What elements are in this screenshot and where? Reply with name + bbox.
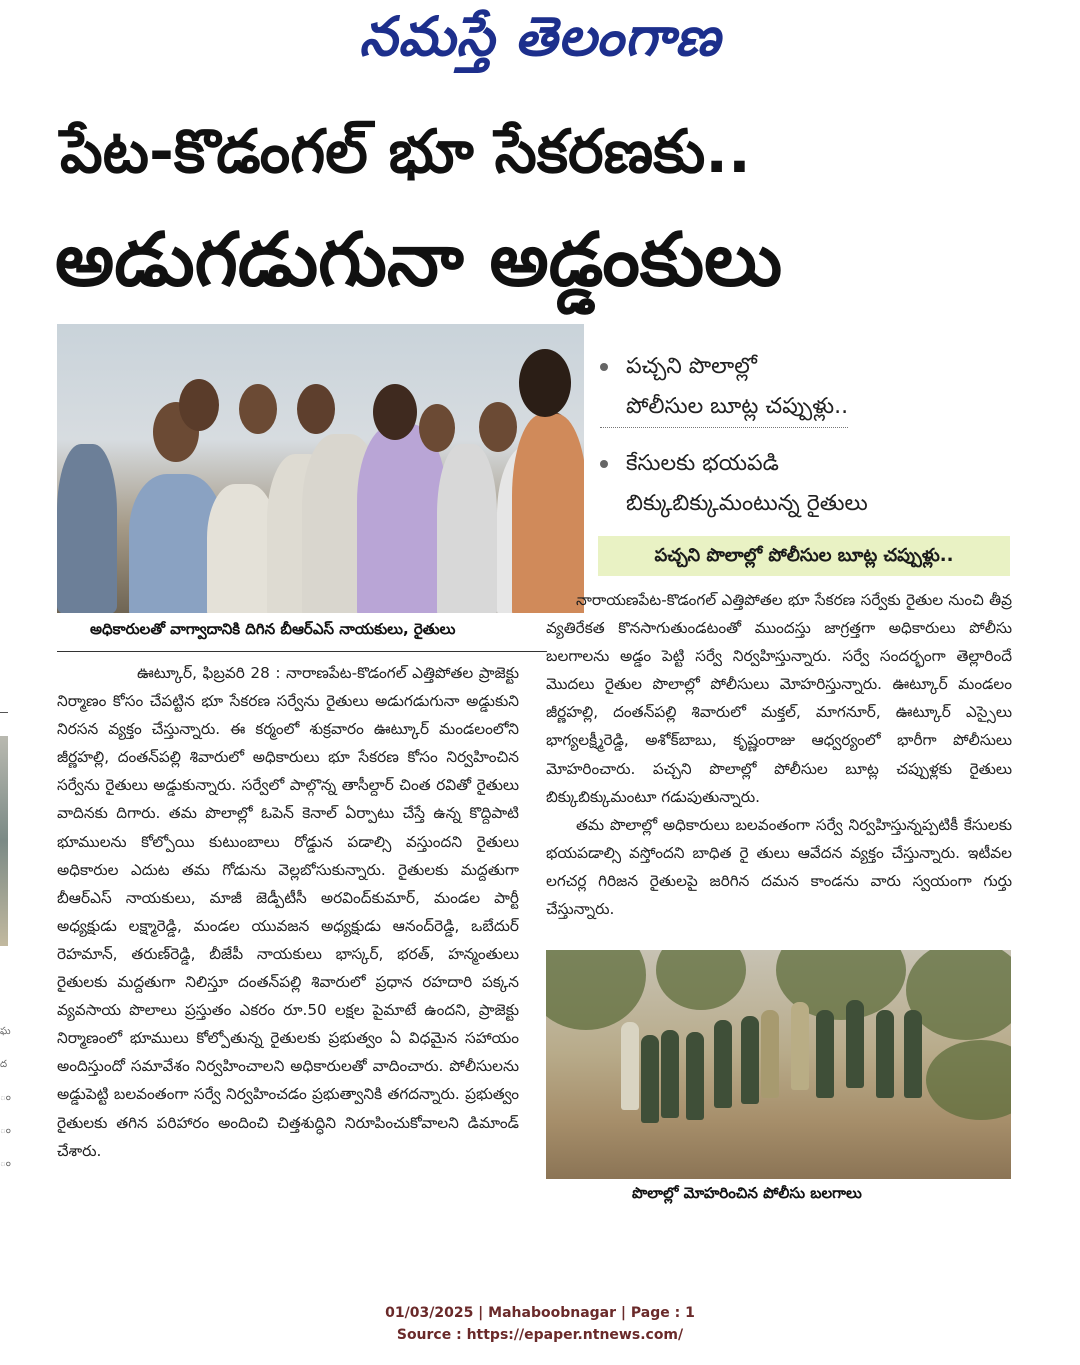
photo-police-force bbox=[546, 950, 1011, 1179]
article-right-column bbox=[546, 586, 1012, 923]
headline-line-2: అడుగడుగునా అడ్డంకులు bbox=[55, 217, 783, 303]
photo-farmers-officials bbox=[57, 324, 584, 613]
masthead-logo: నమస్తే తెలంగాణ bbox=[359, 4, 721, 68]
bullet-dot-icon bbox=[600, 363, 608, 371]
article-left-column bbox=[57, 659, 519, 1165]
adjacent-text-fragment: ఘ ద ం ం ం bbox=[0, 1026, 11, 1169]
adjacent-photo-fragment bbox=[0, 736, 8, 946]
paragraph: నారాయణపేట-కొడంగల్ ఎత్తిపోతల భూ సేకరణ సర్వేకు రైతుల నుంచి తీవ్ర వ్యతిరేకత కొనసాగుతుండటంతో ముందస్తు జాగ్రత్తగా అధికారులు పోలీసు బలగాలను అడ్డం పెట్టి సర్వే నిర్వహిస్తున్నారు. సర్వే సందర్భంగా తెల్లారిందే మొదలు రైతుల పొలాల్లో పోలీసులు మోహరిస్తున్నారు. ఊట్కూర్ మండలం జీర్ణహల్లి, దంతన్‌పల్లి శివారులో మక్తల్, మాగనూర్, ఊట్కూర్ ఎస్సైలు భాగ్యలక్ష్మీరెడ్డి, అశోక్‌బాబు, కృష్ణంరాజు ఆధ్వర్యంలో భారీగా పోలీసులు మోహరించారు. పచ్చని పొలాల్లో పోలీసుల బూట్ల చప్పుళ్లకు రైతులు బిక్కుబిక్కుమంటూ గడుపుతున్నారు. bbox=[546, 591, 1012, 806]
paragraph: తమ పొలాల్లో అధికారులు బలవంతంగా సర్వే నిర్వహిస్తున్నప్పటికీ కేసులకు భయపడాల్సి వస్తోందని బాధిత రై తులు ఆవేదన వ్యక్తం చేస్తున్నారు. ఇటీవల లగచర్ల గిరిజన రైతులపై జరిగిన దమన కాండను వారు స్వయంగా గుర్తు చేస్తున్నారు. bbox=[546, 815, 1012, 919]
highlight-subhead: పచ్చని పొలాల్లో పోలీసుల బూట్ల చప్పుళ్లు.. bbox=[598, 536, 1010, 576]
photo-caption-1: అధికారులతో వాగ్వాదానికి దిగిన బీఆర్ఎస్ నాయకులు, రైతులు bbox=[90, 620, 456, 638]
bullet-1: పచ్చని పొలాల్లో పోలీసుల బూట్ల చప్పుళ్లు.. bbox=[600, 347, 1020, 428]
headline-line-1: పేట-కొడంగల్ భూ సేకరణకు.. bbox=[60, 117, 751, 187]
footer-source-link[interactable]: Source : https://epaper.ntnews.com/ bbox=[396, 1327, 684, 1343]
bullet-2: కేసులకు భయపడి బిక్కుబిక్కుమంటున్న రైతులు bbox=[600, 444, 1020, 524]
adjacent-rule-fragment bbox=[0, 712, 8, 713]
footer bbox=[0, 1302, 1080, 1346]
caption-rule bbox=[57, 651, 547, 652]
photo-caption-2: పొలాల్లో మోహరించిన పోలీసు బలగాలు bbox=[632, 1184, 862, 1202]
bullet-dot-icon bbox=[600, 460, 608, 468]
footer-date-edition: 01/03/2025 | Mahaboobnagar | Page : 1 bbox=[385, 1305, 695, 1321]
paragraph: ఊట్కూర్, ఫిబ్రవరి 28 : నారాణపేట-కొడంగల్ ఎత్తిపోతల ప్రాజెక్టు నిర్మాణం కోసం చేపట్టిన భూ సేకరణ సర్వేను రైతులు అడుగడుగునా అడ్డుకుని నిరసన వ్యక్తం చేస్తున్నారు. ఈ కర్మంలో శుక్రవారం ఊట్కూర్ మండలంలోని జీర్ణహల్లి, దంతన్‌పల్లి శివారులో అధికారులు భూ సేకరణ కోసం నిర్వహించిన సర్వేను రైతులు అడ్డుకున్నారు. సర్వేలో పాల్గొన్న తాసీల్దార్ చింత రవితో రైతులు వాదినకు దిగారు. తమ పొలాల్లో ఓపెన్ కెనాల్ ఏర్పాటు చేస్తే ఉన్న కొద్దిపాటి భూములను కోల్పోయి కుటుంబాలు రోడ్డున పడాల్సి వస్తుందని రైతులు అధికారుల ఎదుట తమ గోడును వెల్లబోసుకున్నారు. రైతులకు మద్దతుగా బీఆర్ఎస్ నాయకులు, మాజీ జెడ్పీటీసీ అరవింద్‌కుమార్, మండల పార్టీ అధ్యక్షుడు లక్ష్మారెడ్డి, మండల యువజన అధ్యక్షుడు ఆనంద్‌రెడ్డి, ఒబేదుర్ రెహమాన్, తరుణ్‌రెడ్డి, బీజేపీ నాయకులు భాస్కర్, భరత్, హన్మంతులు రైతులకు మద్దతుగా నిలిస్తూ దంతన్‌పల్లి శివారులో ప్రధాన రహదారి పక్కన వ్యవసాయ పొలాలు ప్రస్తుతం ఎకరం రూ.50 లక్షల పైమాటే ఉందని, ప్రాజెక్టు నిర్మాణంలో భూములు కోల్పోతున్న రైతులకు ప్రభుత్వం ఏ విధమైన సహాయం అందిస్తుందో సమావేశం నిర్వహించాలని అధికారులతో వాదించారు. పోలీసులను అడ్డుపెట్టి బలవంతంగా సర్వే నిర్వహించడం ప్రభుత్వానికి తగదన్నారు. ప్రభుత్వం రైతులకు తగిన పరిహారం అందించి చిత్తశుద్ధిని నిరూపించుకోవాలని డిమాండ్ చేశారు. bbox=[57, 664, 519, 1160]
